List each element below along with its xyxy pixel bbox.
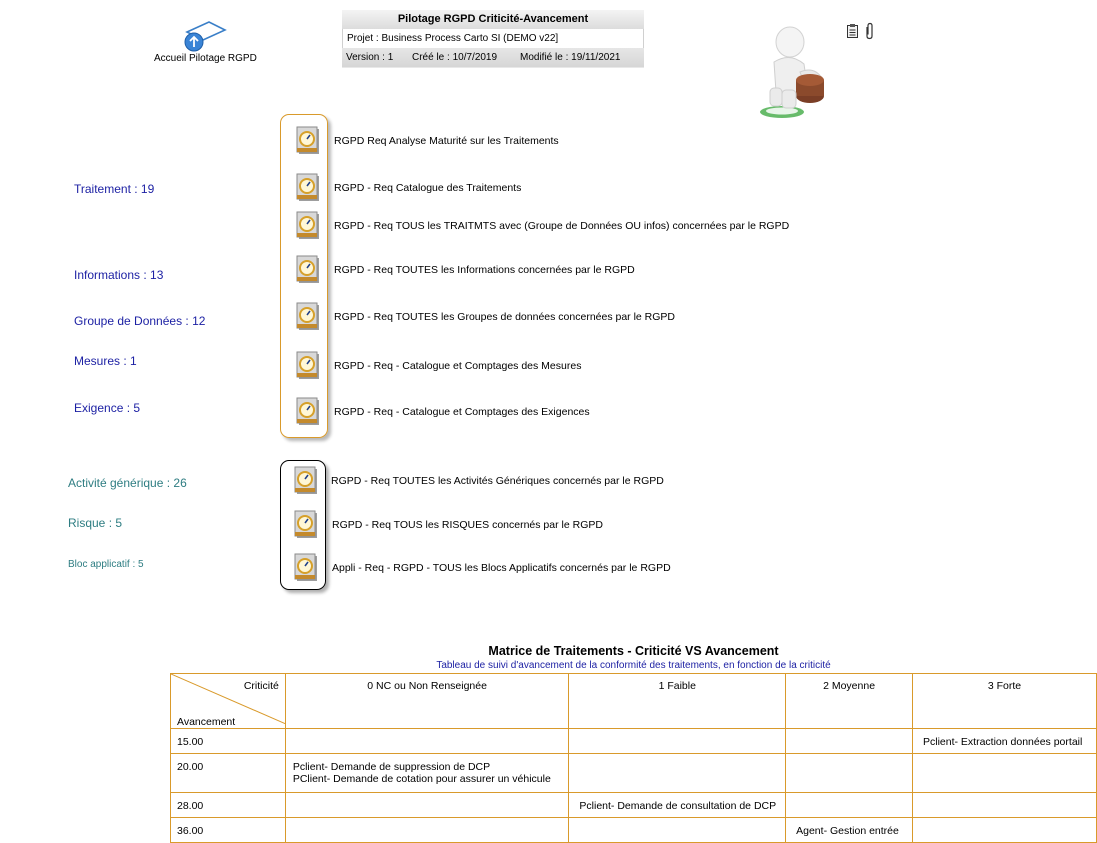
matrix-cell xyxy=(786,793,913,818)
matrix-cell-link[interactable]: PClient- Demande de cotation pour assurer un véhicule xyxy=(292,773,551,785)
matrix-cell-link[interactable]: Agent- Gestion entrée xyxy=(786,818,913,843)
stat-exigence: Exigence : 5 xyxy=(74,401,141,415)
corner-criticite: Criticité xyxy=(243,680,279,692)
avancement-cell: 28.00 xyxy=(171,793,286,818)
stat-bloc-applicatif: Bloc applicatif : 5 xyxy=(68,559,144,570)
column-header: 3 Forte xyxy=(912,674,1096,729)
stat-mesures: Mesures : 1 xyxy=(74,354,137,368)
matrix-cell xyxy=(912,818,1096,843)
column-header: 0 NC ou Non Renseignée xyxy=(285,674,569,729)
matrix-cell xyxy=(786,729,913,754)
stat-activite-generique: Activité générique : 26 xyxy=(68,476,187,490)
header-box xyxy=(342,10,644,68)
query-link-rgpd-7[interactable]: RGPD - Req - Catalogue et Comptages des Exigences xyxy=(334,406,590,418)
query-link-rgpd-6[interactable]: RGPD - Req - Catalogue et Comptages des Mesures xyxy=(334,360,582,372)
matrix-cell-link[interactable]: Pclient- Extraction données portail xyxy=(912,729,1096,754)
query-link-rgpd-4[interactable]: RGPD - Req TOUTES les Informations concernées par le RGPD xyxy=(334,264,635,276)
query-link-rgpd-3[interactable]: RGPD - Req TOUS les TRAITMTS avec (Groupe de Données OU infos) concernées par le RGPD xyxy=(334,220,790,232)
project-name: Projet : Business Process Carto SI (DEMO v22] xyxy=(342,29,644,48)
top-icons xyxy=(846,22,878,40)
stat-risque: Risque : 5 xyxy=(68,516,123,530)
matrix-cell xyxy=(285,818,569,843)
table-row xyxy=(171,729,1097,754)
matrix-cell-link[interactable]: Pclient- Demande de consultation de DCP xyxy=(569,793,786,818)
modified-date: Modifié le : 19/11/2021 xyxy=(520,52,621,63)
matrix-cell xyxy=(285,754,569,793)
query-link-generic-1[interactable]: RGPD - Req TOUTES les Activités Génériques concernés par le RGPD xyxy=(331,475,664,487)
matrix-subtitle: Tableau de suivi d'avancement de la conformité des traitements, en fonction de la criticité xyxy=(436,660,831,671)
created-date: Créé le : 10/7/2019 xyxy=(412,52,498,63)
version-label: Version : 1 xyxy=(346,52,394,63)
query-icon[interactable] xyxy=(296,302,320,331)
query-link-generic-2[interactable]: RGPD - Req TOUS les RISQUES concernés par le RGPD xyxy=(332,519,603,531)
matrix-cell xyxy=(285,729,569,754)
query-icon[interactable] xyxy=(296,173,320,202)
query-icon[interactable] xyxy=(294,466,318,495)
query-icon[interactable] xyxy=(294,510,318,539)
matrix-header-row xyxy=(171,674,1097,729)
query-icon[interactable] xyxy=(294,553,318,582)
query-link-rgpd-2[interactable]: RGPD - Req Catalogue des Traitements xyxy=(334,182,522,194)
home-label: Accueil Pilotage RGPD xyxy=(154,53,257,64)
header-meta xyxy=(342,48,644,67)
matrix-cell xyxy=(912,754,1096,793)
matrix-title: Matrice de Traitements - Criticité VS Avancement xyxy=(488,644,779,658)
stat-informations: Informations : 13 xyxy=(74,268,164,282)
matrix-cell-link[interactable]: Pclient- Demande de suppression de DCP xyxy=(292,761,491,773)
avancement-cell: 36.00 xyxy=(171,818,286,843)
home-link[interactable] xyxy=(150,20,265,70)
stamp-figure-image xyxy=(752,22,842,122)
stat-traitement: Traitement : 19 xyxy=(74,182,155,196)
home-icon xyxy=(183,20,227,52)
query-icon[interactable] xyxy=(296,351,320,380)
query-icon[interactable] xyxy=(296,255,320,284)
matrix-corner-cell xyxy=(171,674,286,729)
avancement-cell: 15.00 xyxy=(171,729,286,754)
matrix-cell xyxy=(569,818,786,843)
column-header: 2 Moyenne xyxy=(786,674,913,729)
query-icon[interactable] xyxy=(296,126,320,155)
paperclip-icon[interactable] xyxy=(863,22,875,40)
table-row xyxy=(171,754,1097,793)
table-row xyxy=(171,793,1097,818)
corner-avancement: Avancement xyxy=(177,716,236,728)
matrix-cell xyxy=(786,754,913,793)
matrix-cell xyxy=(569,754,786,793)
clipboard-icon[interactable] xyxy=(846,23,860,39)
matrix-table xyxy=(170,673,1097,843)
column-header: 1 Faible xyxy=(569,674,786,729)
query-link-generic-3[interactable]: Appli - Req - RGPD - TOUS les Blocs Applicatifs concernés par le RGPD xyxy=(332,562,671,574)
page-title: Pilotage RGPD Criticité-Avancement xyxy=(342,10,644,29)
query-icon[interactable] xyxy=(296,397,320,426)
query-icon[interactable] xyxy=(296,211,320,240)
query-link-rgpd-1[interactable]: RGPD Req Analyse Maturité sur les Traitements xyxy=(334,135,559,147)
query-link-rgpd-5[interactable]: RGPD - Req TOUTES les Groupes de données concernées par le RGPD xyxy=(334,311,676,323)
matrix-cell xyxy=(285,793,569,818)
stat-groupe-donnees: Groupe de Données : 12 xyxy=(74,314,206,328)
table-row xyxy=(171,818,1097,843)
avancement-cell: 20.00 xyxy=(171,754,286,793)
matrix-cell xyxy=(569,729,786,754)
matrix-cell xyxy=(912,793,1096,818)
